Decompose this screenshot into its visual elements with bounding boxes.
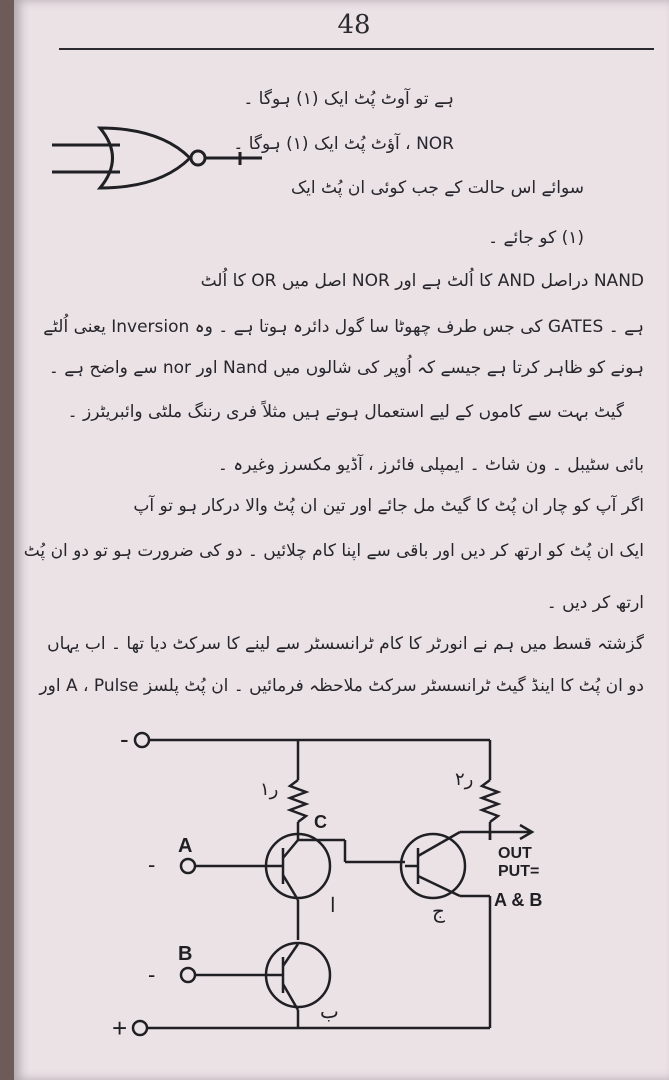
text-line-14: دو ان پُٹ کا اینڈ گیٹ ٹرانسسٹر سرکٹ ملاحظہ فرمائیں ۔ ان پُٹ پلسز A ، Pulse اور bbox=[39, 676, 644, 696]
input-b-sign: - bbox=[148, 962, 156, 987]
text-line-2: NOR ، آؤٹ پُٹ ایک (۱) ہوگا ۔ bbox=[233, 134, 454, 154]
collector-label: C bbox=[314, 812, 327, 832]
output-label-line2: PUT= bbox=[498, 863, 540, 880]
text-line-9: بائی سٹیبل ۔ ون شاٹ ۔ ایمپلی فائرز ، آڈیو مکسرز وغیرہ ۔ bbox=[217, 455, 644, 475]
text-line-13: گزشتہ قسط میں ہم نے انورٹر کا کام ٹرانسسٹر سے لینے کا سرکٹ دیا تھا ۔ اب یہاں bbox=[47, 634, 644, 654]
input-a-label: A bbox=[178, 835, 193, 857]
text-line-4: (۱) کو جائے ۔ bbox=[488, 228, 584, 248]
nor-gate-symbol bbox=[52, 128, 262, 188]
transistor-2-label: ب bbox=[320, 1001, 339, 1023]
text-line-7: ہونے کو ظاہر کرتا ہے جیسے کہ اُوپر کی شالوں میں Nand اور nor سے واضح ہے ۔ bbox=[48, 358, 644, 378]
input-b-label: B bbox=[178, 943, 193, 965]
resistor-2-label: ر۲ bbox=[455, 769, 474, 789]
text-line-1: ہے تو آوٹ پُٹ ایک (۱) ہوگا ۔ bbox=[243, 89, 454, 109]
text-line-12: ارتھ کر دیں ۔ bbox=[546, 593, 644, 613]
resistor-1-label: ر۱ bbox=[260, 779, 279, 799]
minus-terminal-label: - bbox=[120, 724, 129, 754]
text-line-8: گیٹ بہت سے کاموں کے لیے استعمال ہوتے ہیں مثلاً فری رننگ ملٹی وائبریٹرز ۔ bbox=[67, 402, 624, 422]
page-number: 48 bbox=[337, 10, 371, 40]
text-line-3: سوائے اس حالت کے جب کوئی ان پُٹ ایک bbox=[290, 178, 584, 198]
text-line-6: ہے ۔ GATES کی جس طرف چھوٹا سا گول دائرہ ہوتا ہے ۔ وہ Inversion یعنی اُلٹے bbox=[43, 317, 644, 337]
text-line-5: NAND دراصل AND کا اُلٹ ہے اور NOR اصل میں OR کا اُلٹ bbox=[200, 271, 644, 291]
transistor-1-label: ا bbox=[330, 895, 336, 917]
output-expression: A & B bbox=[494, 890, 543, 910]
text-line-10: اگر آپ کو چار ان پُٹ کا گیٹ مل جائے اور تین ان پُٹ والا درکار ہو تو آپ bbox=[133, 496, 644, 516]
plus-terminal-label: + bbox=[112, 1013, 128, 1043]
transistor-3-label: ج bbox=[432, 901, 445, 923]
text-line-11: ایک ان پُٹ کو ارتھ کر دیں اور باقی سے اپنا کام چلائیں ۔ دو کی ضرورت ہو تو دو ان پُٹ bbox=[23, 541, 644, 561]
input-a-sign: - bbox=[148, 852, 156, 877]
and-gate-transistor-circuit bbox=[112, 724, 542, 1043]
output-label-line1: OUT bbox=[498, 845, 532, 862]
